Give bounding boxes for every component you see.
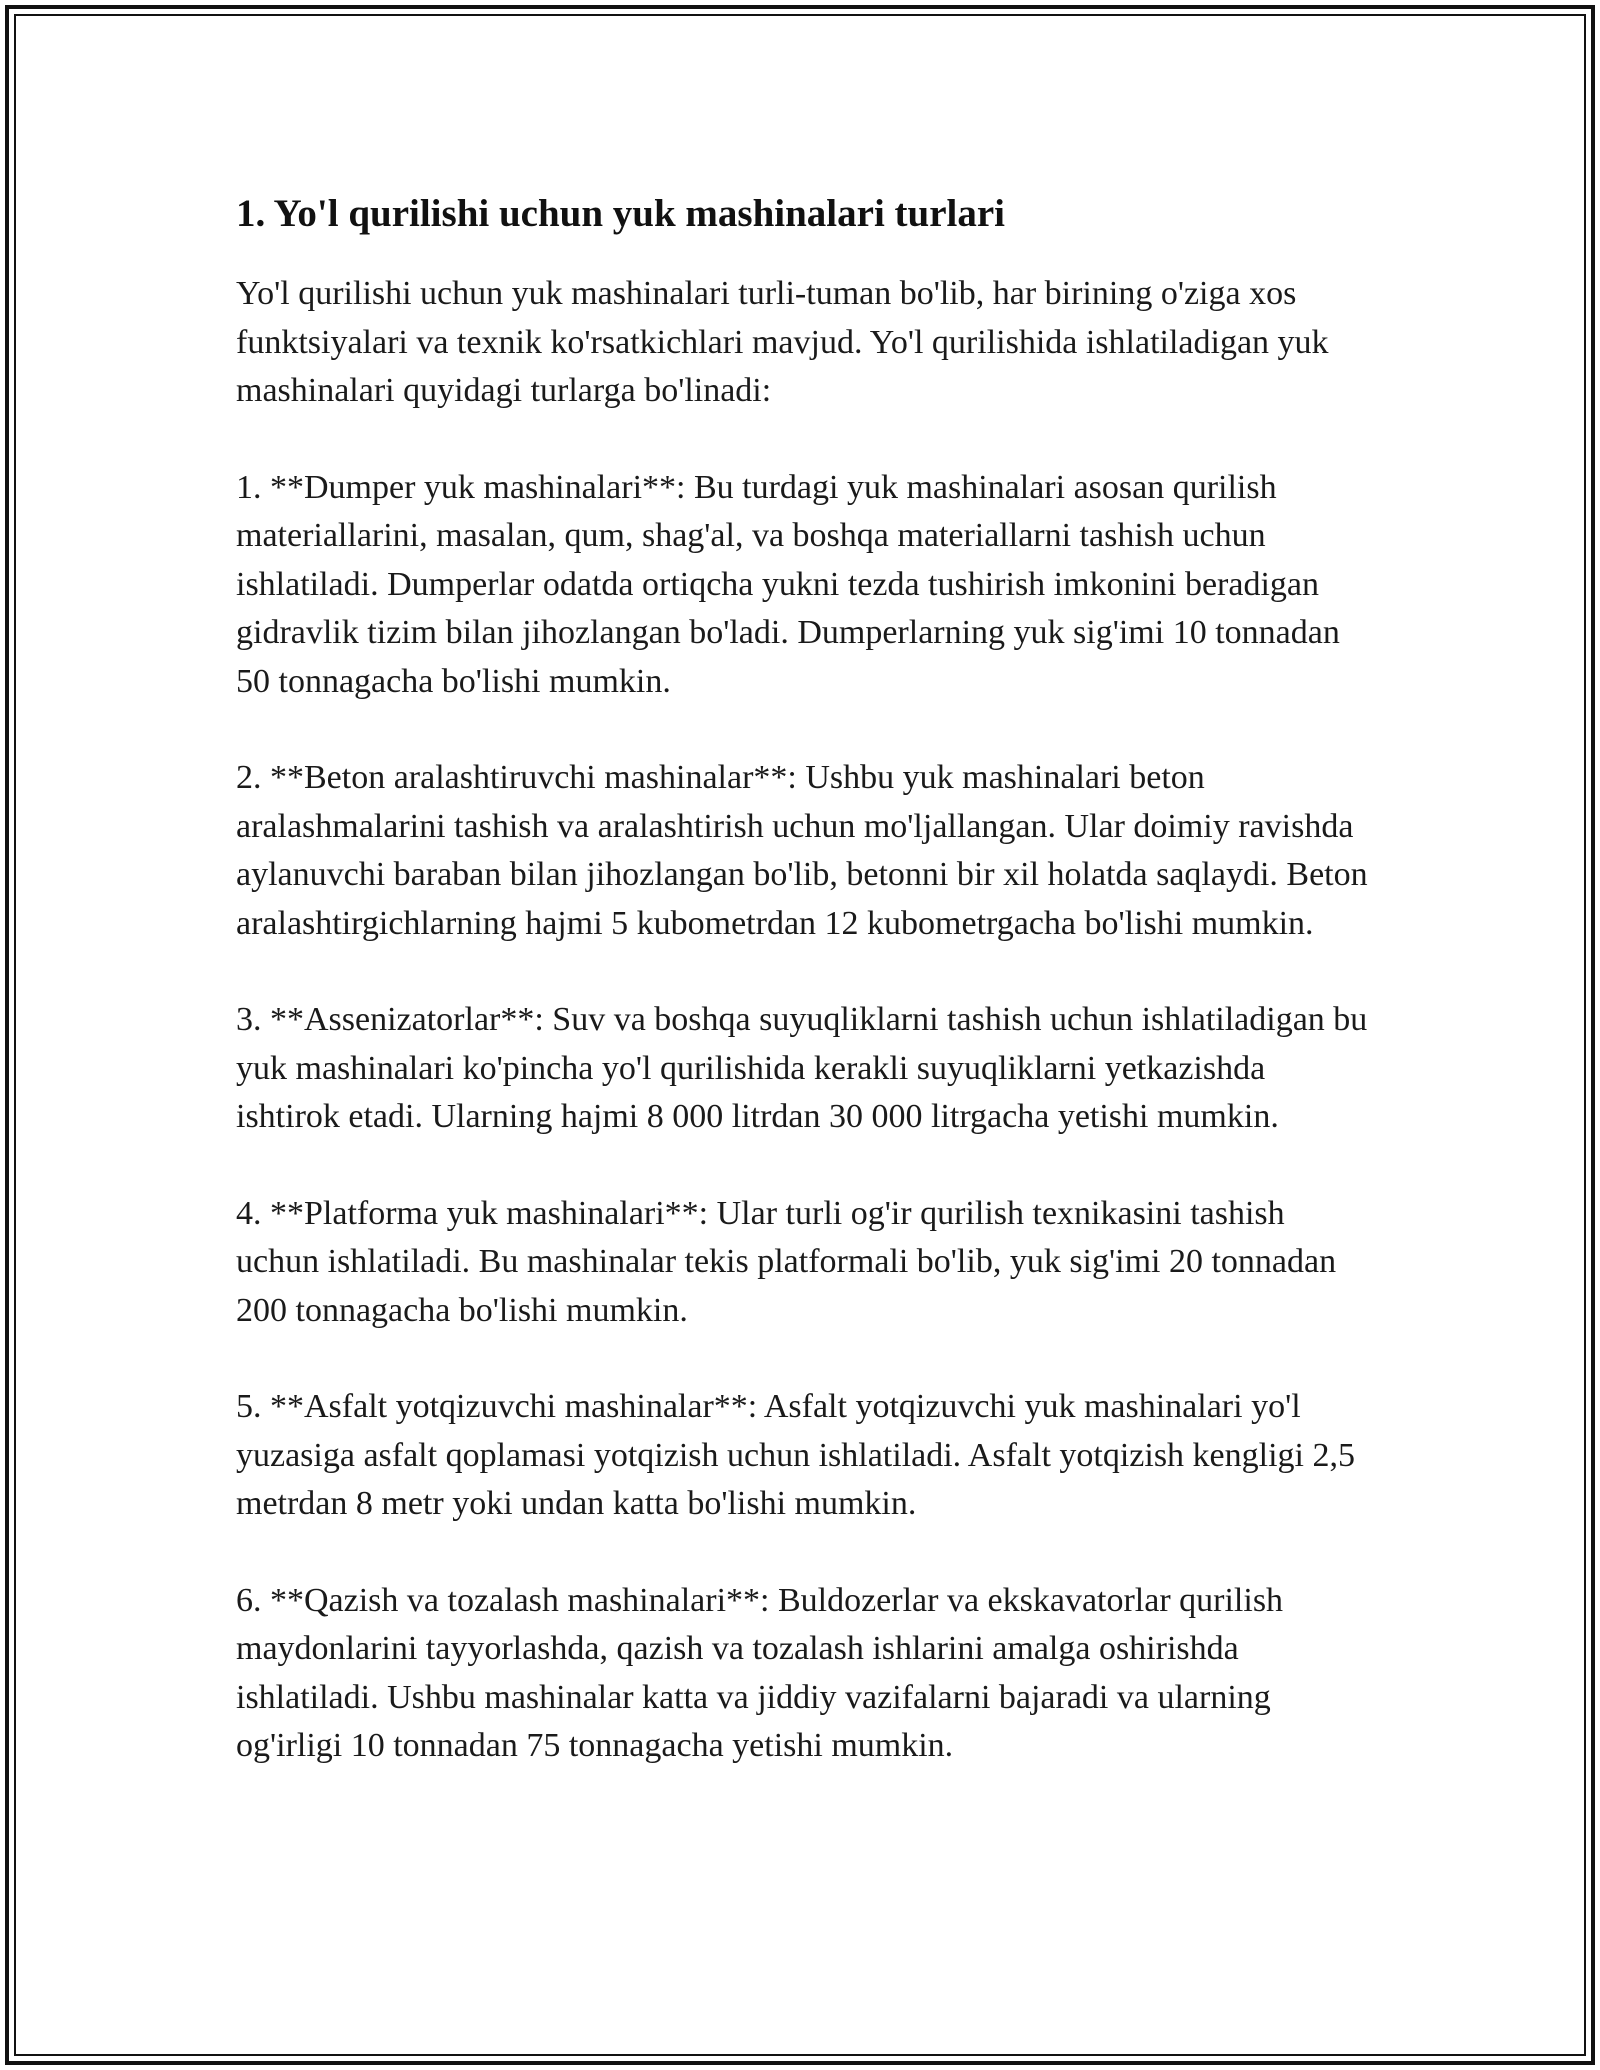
item-platform-paragraph: 4. **Platforma yuk mashinalari**: Ular turli og'ir qurilish texnikasini tashish uchun ishlatiladi. Bu mashinalar tekis platformali bo'lib, yuk sig'imi 20 tonnadan 200 tonnagacha bo'lishi mumkin. bbox=[236, 1194, 1337, 1329]
section-heading: 1. Yo'l qurilishi uchun yuk mashinalari turlari bbox=[236, 192, 1005, 235]
item-concrete-mixer-paragraph: 2. **Beton aralashtiruvchi mashinalar**: Ushbu yuk mashinalari beton aralashmalarini tashish va aralashtirish uchun mo'ljallangan. Ular doimiy ravishda aylanuvchi baraban bilan jihozlangan bo'lib, betonni bir xil holatda saqlaydi. Beton aralashtirgichlarning hajmi 5 kubometrdan 12 kubometrgacha bo'lishi mumkin. bbox=[236, 759, 1368, 942]
item-tanker-paragraph: 3. **Assenizatorlar**: Suv va boshqa suyuqliklarni tashish uchun ishlatiladigan bu yuk mashinalari ko'pincha yo'l qurilishida kerakli suyuqliklarni yetkazishda ishtirok etadi. Ularning hajmi 8 000 litrdan 30 000 litrgacha yetishi mumkin. bbox=[236, 1001, 1368, 1135]
intro-paragraph: Yo'l qurilishi uchun yuk mashinalari turli-tuman bo'lib, har birining o'ziga xos funktsiyalari va texnik ko'rsatkichlari mavjud. Yo'l qurilishida ishlatiladigan yuk mashinalari quyidagi turlarga bo'linadi: bbox=[236, 275, 1329, 409]
document-body bbox=[236, 188, 1376, 1819]
item-dumper-paragraph: 1. **Dumper yuk mashinalari**: Bu turdagi yuk mashinalari asosan qurilish materiallarini, masalan, qum, shag'al, va boshqa materiallarni tashish uchun ishlatiladi. Dumperlar odatda ortiqcha yukni tezda tushirish imkonini beradigan gidravlik tizim bilan jihozlangan bo'ladi. Dumperlarning yuk sig'imi 10 tonnadan 50 tonnagacha bo'lishi mumkin. bbox=[236, 468, 1340, 700]
item-excavation-paragraph: 6. **Qazish va tozalash mashinalari**: Buldozerlar va ekskavatorlar qurilish maydonlarini tayyorlashda, qazish va tozalash ishlarini amalga oshirishda ishlatiladi. Ushbu mashinalar katta va jiddiy vazifalarni bajaradi va ularning og'irligi 10 tonnadan 75 tonnagacha yetishi mumkin. bbox=[236, 1581, 1284, 1764]
item-asphalt-paver-paragraph: 5. **Asfalt yotqizuvchi mashinalar**: Asfalt yotqizuvchi yuk mashinalari yo'l yuzasiga asfalt qoplamasi yotqizish uchun ishlatiladi. Asfalt yotqizish kengligi 2,5 metrdan 8 metr yoki undan katta bo'lishi mumkin. bbox=[236, 1388, 1355, 1522]
